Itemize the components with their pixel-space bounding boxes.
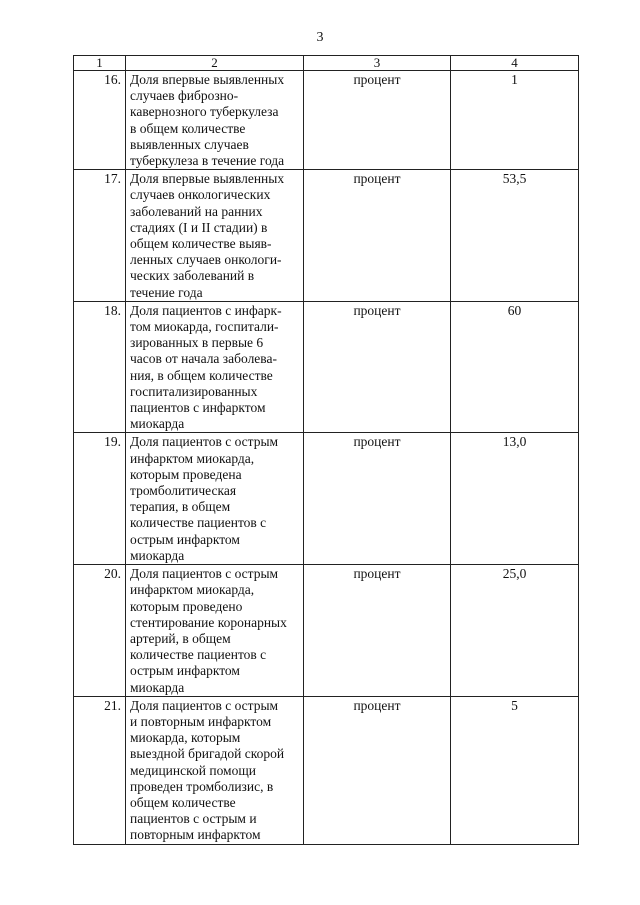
column-header-4: 4 — [451, 56, 579, 71]
indicator-value: 25,0 — [451, 565, 579, 697]
page-number: 3 — [316, 30, 324, 45]
row-number: 21. — [74, 696, 126, 844]
indicator-value: 1 — [451, 71, 579, 170]
unit-of-measure: процент — [304, 565, 451, 697]
indicator-name: Доля впервые выявленных случаев фиброзно- кавернозного туберкулеза в общем количестве выявленных случаев туберкулеза в течение года — [126, 71, 304, 170]
unit-of-measure: процент — [304, 696, 451, 844]
indicator-value: 13,0 — [451, 433, 579, 565]
row-number: 17. — [74, 170, 126, 302]
column-header-2: 2 — [126, 56, 304, 71]
row-number: 18. — [74, 301, 126, 433]
indicator-name: Доля пациентов с острым инфарктом миокарда, которым проведена тромболитическая терапия, в общем количестве пациентов с острым инфарктом миокарда — [126, 433, 304, 565]
table-header-row — [74, 56, 579, 71]
table-row — [74, 301, 579, 433]
table-row — [74, 433, 579, 565]
row-number: 20. — [74, 565, 126, 697]
column-header-3: 3 — [304, 56, 451, 71]
indicator-value: 53,5 — [451, 170, 579, 302]
unit-of-measure: процент — [304, 170, 451, 302]
table-row — [74, 71, 579, 170]
indicator-name: Доля пациентов с инфарк- том миокарда, госпитали- зированных в первые 6 часов от начала заболева- ния, в общем количестве госпитализированных пациентов с инфарктом миокарда — [126, 301, 304, 433]
row-number: 16. — [74, 71, 126, 170]
indicator-name: Доля пациентов с острым инфарктом миокарда, которым проведено стентирование коронарных артерий, в общем количестве пациентов с острым инфарктом миокарда — [126, 565, 304, 697]
table-row — [74, 170, 579, 302]
table-row — [74, 696, 579, 844]
table-row — [74, 565, 579, 697]
indicators-table — [73, 55, 579, 845]
unit-of-measure: процент — [304, 301, 451, 433]
indicator-value: 60 — [451, 301, 579, 433]
unit-of-measure: процент — [304, 433, 451, 565]
unit-of-measure: процент — [304, 71, 451, 170]
indicator-name: Доля впервые выявленных случаев онкологических заболеваний на ранних стадиях (I и II стадии) в общем количестве выяв- ленных случаев онкологи- ческих заболеваний в течение года — [126, 170, 304, 302]
row-number: 19. — [74, 433, 126, 565]
indicator-name: Доля пациентов с острым и повторным инфарктом миокарда, которым выездной бригадой скорой медицинской помощи проведен тромболизис, в общем количестве пациентов с острым и повторным инфарктом — [126, 696, 304, 844]
indicator-value: 5 — [451, 696, 579, 844]
column-header-1: 1 — [74, 56, 126, 71]
